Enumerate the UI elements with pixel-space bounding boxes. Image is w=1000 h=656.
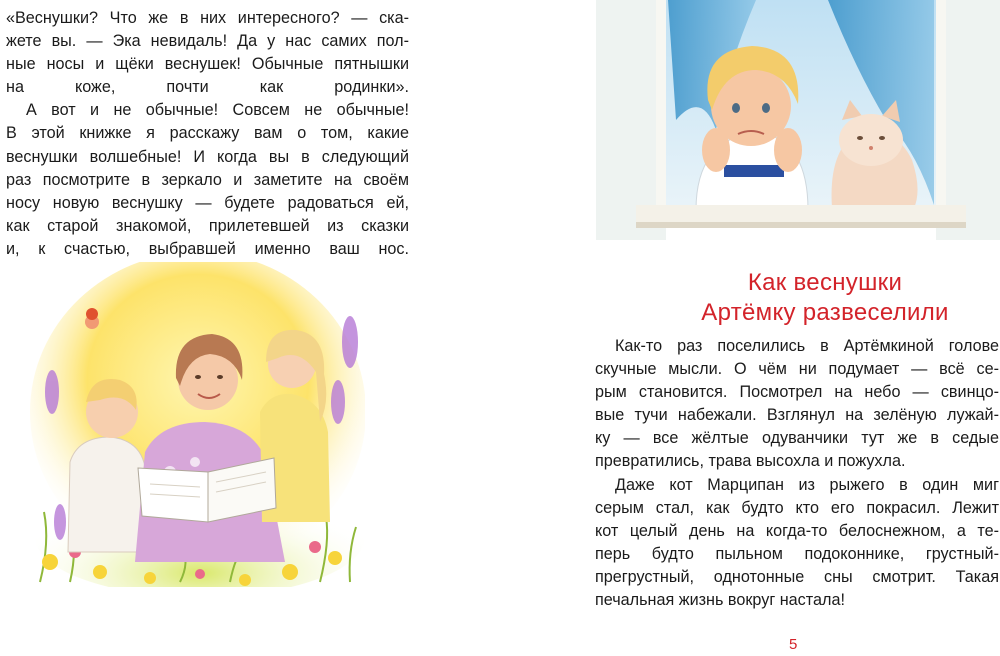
text-line: жете вы. — Эка невидаль! Да у нас самих пол- [6, 32, 409, 51]
text-line: ку — все жёлтые одуванчики тут же в седые [595, 429, 999, 448]
text-line: рым становится. Посмотрел на небо — свинцо- [595, 383, 999, 402]
text-line: печальная жизнь вокруг настала! [595, 591, 845, 610]
text-line: перь будто пыльном подоконнике, грустный- [595, 544, 999, 563]
chapter-title-line-2: Артёмку развеселили [701, 299, 949, 326]
boy-and-cat-illustration [596, 0, 1000, 252]
grandmother-reading-illustration [30, 262, 365, 587]
text-line: носу новую веснушку — будете радоваться ей, [6, 193, 409, 212]
text-line: прегрустный, однотонные сны смотрит. Такая [595, 567, 999, 586]
text-line: на коже, почти как родинки». [6, 78, 409, 97]
text-line: серым стал, как будто кто его покрасил. Лежит [595, 498, 999, 517]
text-line: превратились, трава высохла и пожухла. [595, 452, 906, 471]
text-line: А вот и не обычные! Совсем не обычные! [26, 101, 409, 120]
page-number: 5 [789, 636, 798, 653]
text-line: кот целый день на когда-то белоснежном, а те- [595, 521, 999, 540]
text-line: как старой знакомой, прилетевшей из сказки [6, 216, 409, 235]
text-line: «Веснушки? Что же в них интересного? — ска- [6, 9, 409, 27]
text-line: раз посмотрите в зеркало и заметите на своём [6, 170, 409, 189]
text-line: Даже кот Марципан из рыжего в один миг [615, 475, 999, 494]
text-line: ные носы и щёки веснушек! Обычные пятнышки [6, 55, 409, 74]
text-line: и, к счастью, выбравшей именно ваш нос. [6, 239, 409, 258]
text-line: вые тучи набежали. Взглянул на зелёную лужай- [595, 406, 999, 425]
text-line: Как-то раз поселились в Артёмкиной голове [615, 337, 999, 355]
left-page-text [6, 7, 409, 261]
text-line: веснушки волшебные! И когда вы в следующий [6, 147, 409, 166]
text-line: скучные мысли. О чём ни подумает — всё се- [595, 360, 999, 379]
chapter-title [640, 268, 1000, 328]
text-line: В этой книжке я расскажу вам о том, какие [6, 124, 409, 143]
chapter-title-line-1: Как веснушки [747, 269, 903, 296]
right-page-text [595, 335, 999, 612]
